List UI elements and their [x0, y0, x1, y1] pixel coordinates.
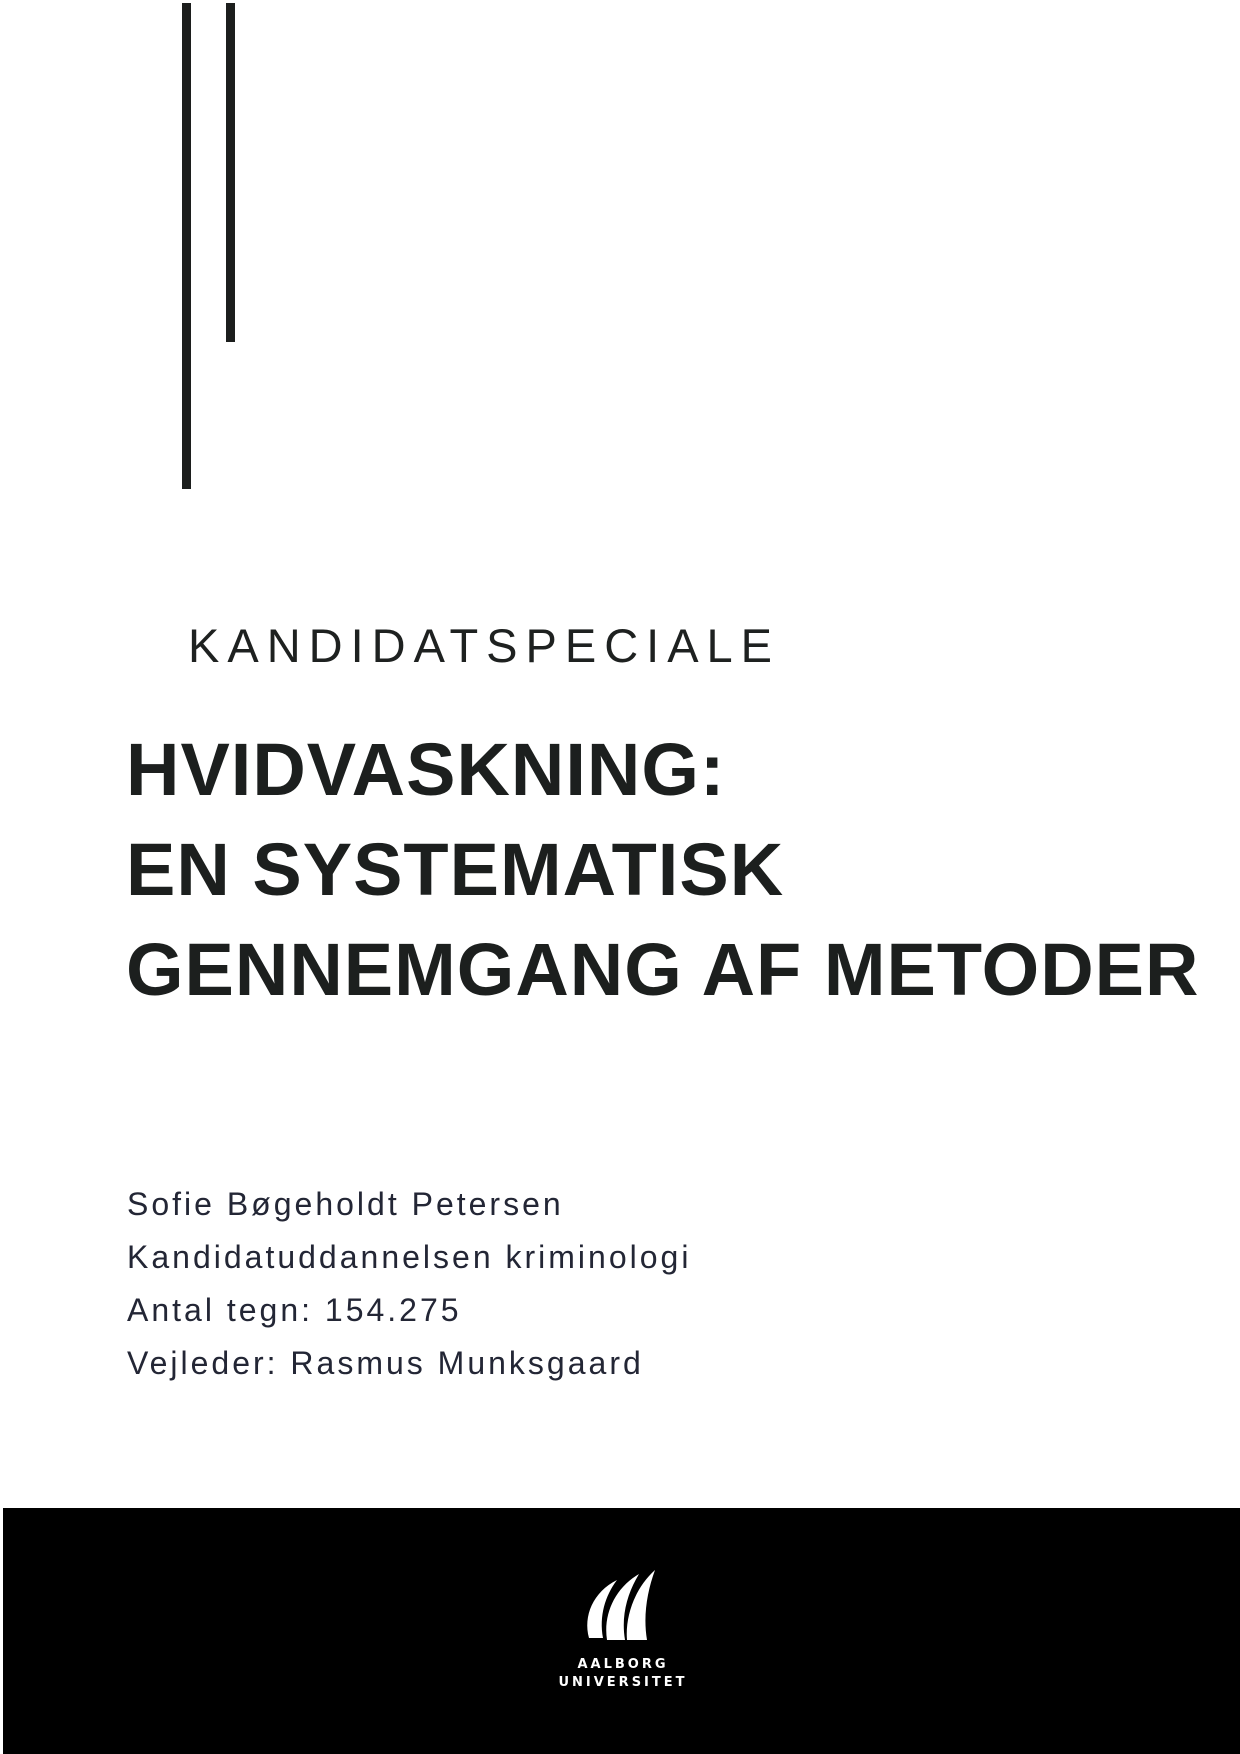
university-name-line-1: AALBORG	[577, 1657, 669, 1672]
thesis-title	[126, 720, 1199, 1020]
university-name-line-2: UNIVERSITET	[558, 1675, 688, 1690]
title-line-3: GENNEMGANG AF METODER	[126, 928, 1200, 1011]
author-name: Sofie Bøgeholdt Petersen	[127, 1186, 564, 1222]
document-type-label: KANDIDATSPECIALE	[188, 619, 781, 672]
university-logo	[543, 1568, 703, 1692]
thesis-details	[127, 1178, 691, 1390]
program-name: Kandidatuddannelsen kriminologi	[127, 1239, 692, 1275]
character-count: Antal tegn: 154.275	[127, 1292, 462, 1328]
university-name	[543, 1656, 703, 1692]
decorative-line-short	[226, 3, 235, 342]
title-line-1: HVIDVASKNING:	[126, 728, 726, 811]
decorative-line-long	[182, 3, 191, 489]
supervisor-name: Vejleder: Rasmus Munksgaard	[127, 1345, 644, 1381]
title-line-2: EN SYSTEMATISK	[126, 828, 785, 911]
footer-band	[3, 1508, 1240, 1754]
aau-wave-logo-icon	[583, 1568, 663, 1642]
